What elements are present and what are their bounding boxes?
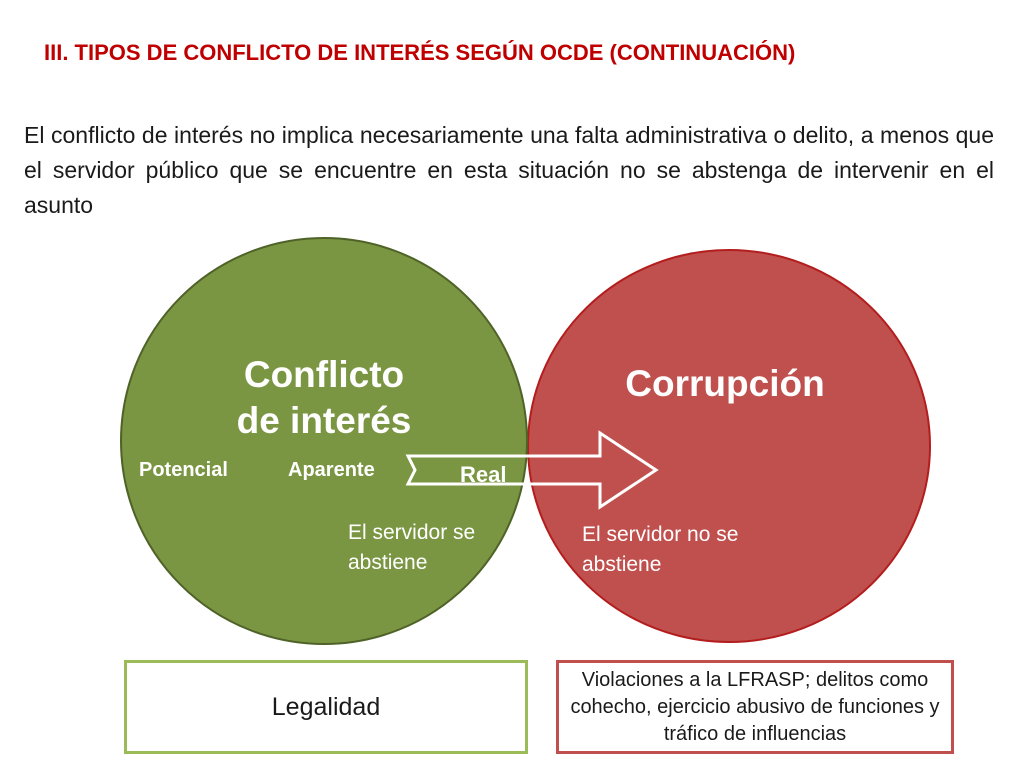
corruption-title: Corrupción xyxy=(625,363,825,404)
intro-paragraph: El conflicto de interés no implica necesariamente una falta administrativa o delito, a menos que el servidor público que se encuentre en esta situación no se abstenga de intervenir en el asunto xyxy=(24,122,994,218)
abstains-note: El servidor se abstiene xyxy=(348,521,476,574)
slide-title: III. TIPOS DE CONFLICTO DE INTERÉS SEGÚN OCDE (CONTINUACIÓN) xyxy=(44,40,796,65)
conflict-title-line2: de interés xyxy=(236,400,412,441)
not-abstains-note: El servidor no se abstiene xyxy=(582,523,739,576)
corruption-circle xyxy=(528,250,930,642)
violations-box xyxy=(556,660,954,754)
real-label: Real xyxy=(460,462,507,487)
potencial-label: Potencial xyxy=(139,459,228,481)
legality-box xyxy=(124,660,528,754)
violations-label: Violaciones a la LFRASP; delitos como cohecho, ejercicio abusivo de funciones y tráfico de influencias xyxy=(570,668,940,745)
conflict-title xyxy=(214,352,434,444)
aparente-label: Aparente xyxy=(288,459,375,481)
conflict-title-line1: Conflicto xyxy=(243,354,405,395)
legality-label: Legalidad xyxy=(271,692,381,721)
